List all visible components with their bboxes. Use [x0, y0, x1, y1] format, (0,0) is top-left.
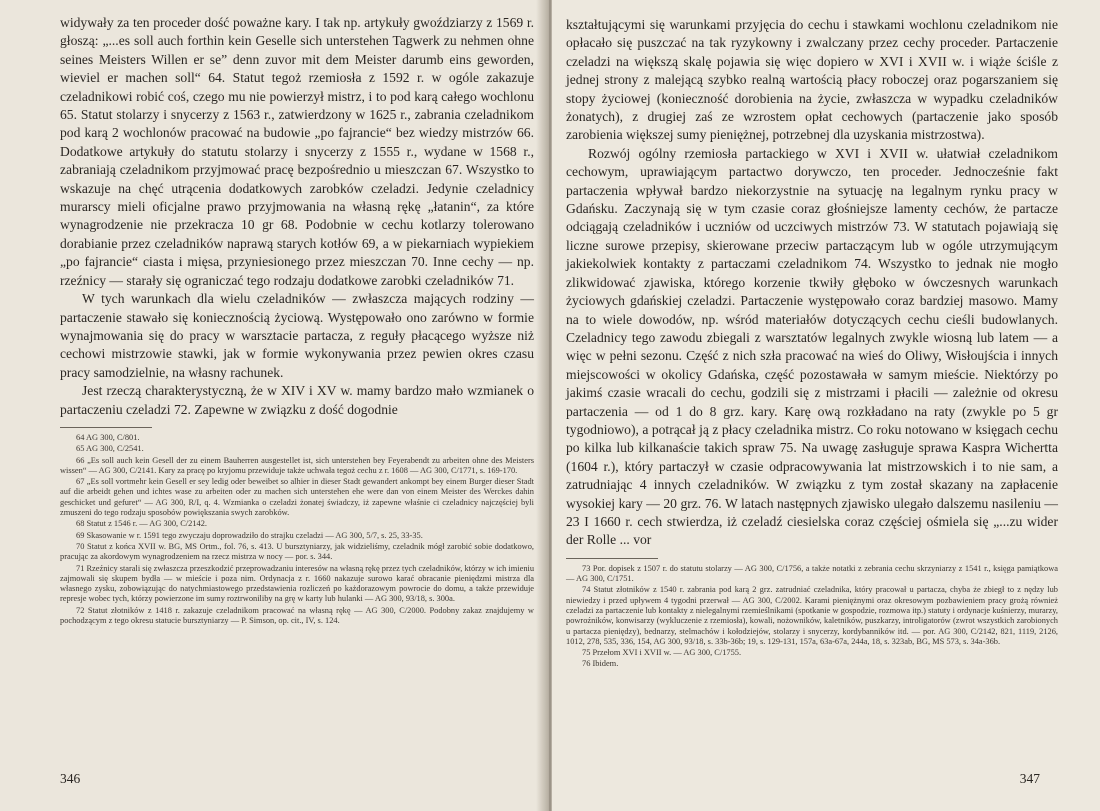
right-paragraph: Rozwój ogólny rzemiosła partackiego w XVI i XVII w. ułatwiał czeladnikom cechowym, uprawiającym partactwo dorywczo, ten proceder. Jednocześnie fakt partaczenia wpływał bardzo niekorzystnie na sytuację na legalnym rynku pracy w Gdańsku. Zaczynają się w tym czasie coraz głośniejsze lamenty cechów, że partacze odciągają czeladników i uczniów od uczciwych mistrzów 73. W statutach pojawiają się liczne surowe przepisy, skierowane przeciw partaczącym lub w ogóle utrzymującym jakiekolwiek kontakty z partaczami czeladnikom 74. Wszystko to jednak nie mogło zlikwidować zjawiska, którego korzenie tkwiły głęboko w ówczesnych warunkach życiowych gdańskiej czeladzi. Partaczenie występowało coraz bardziej masowo. Mamy na to wiele dowodów, np. wśród materiałów dotyczących cechu cieśli budowlanych. Czeladnicy tego zawodu zbiegali z warsztatów legalnych zwykle wiosną lub latem — a więc w pełni sezonu. Część z nich szła pracować na wieś do Oliwy, Wisłoujścia i innych miejscowości w okolicy Gdańska, część pozostawała w samym mieście. Niektórzy po jakimś czasie wracali do cechu, godzili się z mistrzami i płacili — zależnie od okresu partaczenia — od 1 do 8 grz. kary. Karę ową rozkładano na raty (zwykle po 5 gr tygodniowo), a potrącał ją z płacy czeladnika mistrz. Co roku notowano w księgach cechu po kilka lub kilkanaście takich spraw 75. Na uwagę zasługuje sprawa Kaspra Wichertta (1604 r.), który partaczył w czasie odpracowywania lat mistrzowskich i to nie sam, a zatrudniając 4 innych czeladników. W związku z tym został skazany na zapłacenie wysokiej kary — 20 grz. 76. W latach następnych zjawisko ulegało dalszemu nasileniu — 23 I 1660 r. cech stwierdza, iż czeladź ciesielska coraz częściej ośmiela się „...zu wider der Rolle ... vor	[566, 145, 1058, 548]
footnote: 70 Statut z końca XVII w. BG, MS Ortm., fol. 76, s. 413. U bursztyniarzy, jak widzieliśmy, czeladnik mógł zarobić sobie dodatkowo, pracując za akordowym wynagrodzeniem na rzecz mistrza w nocy — por. s. 344.	[60, 541, 534, 562]
footnote: 75 Przełom XVI i XVII w. — AG 300, C/1755.	[582, 648, 742, 658]
footnote: 69 Skasowanie w r. 1591 tego zwyczaju doprowadziło do strajku czeladzi — AG 300, 5/7, s. 25, 33-35.	[76, 530, 423, 540]
footnote: 73 Por. dopisek z 1507 r. do statutu stolarzy — AG 300, C/1756, a także notatki z zebrania cechu skrzyniarzy z 1541 r., księga pamiątkowa — AG 300, C/1751.	[566, 563, 1058, 584]
footnote: 64 AG 300, C/801.	[76, 432, 140, 442]
footnote: 67 „Es soll vortmehr kein Gesell er sey ledig oder beweibet so alhier in dieser Stadt gewandert ankompt bey einem Burger dieser Stadt auf die arbeidt gehen und ichtes wase zu arbeiten oder zu machen sich unterstehen ehe were dan von einem Meister des Werckes dahin geschicket und gefuret“ — AG 300, R/I, q. 4. Wzmianka o czeladzi żonatej świadczy, iż zapewne właśnie ci czeladnicy najczęściej byli zmuszeni do tego rodzaju sposobów powiększania swych zarobków.	[60, 477, 534, 518]
footnote-separator	[566, 558, 658, 559]
page-number-left: 346	[60, 771, 81, 786]
footnote: 66 „Es soll auch kein Gesell der zu einem Bauherren ausgestellet ist, sich unterstehen bey Feyerabendt zu arbeiten ohne des Meisters wissen“ — AG 300, C/2141. Kary za pracę po kryjomu przewiduje także uchwała tegoż cechu z r. 1608 — AG 300, C/1771, s. 169-170.	[60, 455, 534, 475]
footnote-separator	[60, 427, 152, 428]
footnote: 76 Ibidem.	[582, 659, 619, 669]
left-paragraph: W tych warunkach dla wielu czeladników — zwłaszcza mających rodziny — partaczenie stawało się koniecznością życiową. Występowało ono zarówno w formie wynajmowania się do pracy w warsztacie partacza, z reguły płacącego wyższe niż cechowi mistrzowie stawki, jak w formie wykonywania przez pewien okres czasu pracy samodzielnie, na własny rachunek.	[60, 291, 534, 380]
left-page	[0, 0, 548, 811]
right-footnotes	[566, 564, 1058, 670]
footnote: 74 Statut złotników z 1540 r. zabrania pod karą 2 grz. zatrudniać czeladnika, który pracował u partacza, chyba że zbiegł to z nędzy lub niewiedzy i przed upływem 4 tygodni przerwał — AG 300, C/2002. Karami pieniężnymi oraz okresowym pozbawieniem pracy grożą również czeladzi za partaczenie lub kontakty z nielegalnymi rzemieślnikami (spotkanie w gospodzie, rozmowa itp.) statuty i ordynacje kuśnierzy, murarzy, powroźników, konwisarzy (wykluczenie z rzemiosła), kowali, nożowników, kaletników, puszkarzy, introligatorów (zwrot wszystkich zarobionych u partacza pieniędzy), bednarzy, stelmachów i kołodziejów, stolarzy i snycerzy, kordybanników itd. — por. AG 300, C/2142, 821, 1119, 2126, 1012, 278, 535, 336, 154, AG 300, 93/18, s. 33b-36b; 19, s. 129-131, 157a, 63a-67a, 244a, 18, s. 323ab, BG, MS 573, s. 34a-36b.	[566, 585, 1058, 646]
left-footnotes	[60, 433, 534, 626]
footnote: 72 Statut złotników z 1418 r. zakazuje czeladnikom pracować na własną rękę — AG 300, C/2000. Podobny zakaz znajdujemy w pochodzącym z tego okresu statucie bursztyniarzy — P. Simson, op. cit., IV, s. 124.	[60, 605, 534, 625]
page-number-right: 347	[1019, 771, 1040, 786]
footnote: 68 Statut z 1546 r. — AG 300, C/2142.	[76, 519, 207, 529]
right-body-text	[566, 16, 1058, 550]
footnote: 71 Rzeźnicy starali się zwłaszcza przeszkodzić przeprowadzaniu interesów na własną rękę przez tych czeladników, którzy w ich imieniu zajmowali się skupem bydła — w mieście i poza nim. Ordynacja z r. 1660 nakazuje surowo karać obracanie pieniędzmi mistrza dla własnego zysku, zobowiązując do natychmiastowego przedstawienia rozliczeń po każdorazowym powrocie do domu, a także przewiduje represje wobec tych, którzy powierzone im sumy roztrwoniliby na grę w karty lub hulanki — AG 300, 93/18, s. 300a.	[60, 563, 535, 604]
right-page	[552, 0, 1100, 811]
right-paragraph: kształtującymi się warunkami przyjęcia do cechu i stawkami wochlonu czeladnikom nie opłacało się puszczać na tak ryzykowny i zwalczany przez cechy proceder. Partaczenie czeladzi na większą skalę pojawia się więc dopiero w XVI i XVII w. i wiąże ściśle z jednej strony z malejącą szybko realną wartością płacy roboczej oraz pogarszaniem się stopy życiowej (konieczność dorobienia na życie, zwłaszcza w wypadku czeladników żonatych), z drugiej zaś ze wzrostem opłat cechowych (partaczenie jako sposób zarobienia większej sumy pieniężnej, potrzebnej dla uzyskania mistrzostwa).	[566, 17, 1058, 143]
footnote: 65 AG 300, C/2541.	[76, 444, 144, 454]
left-paragraph: widywały za ten proceder dość poważne kary. I tak np. artykuły gwoździarzy z 1569 r. głoszą: „...es soll auch forthin kein Geselle sich unterstehen Tagwerk zu nehmen ohne seines Meisters Willen er se” denn zuvor mit dem Meister darumb eins geworden, wieviel er machen soll“ 64. Statut tegoż rzemiosła z 1592 r. w ogóle zakazuje czeladnikowi robić coś, czego mu nie powierzył mistrz, i to pod karą całego wochlonu 65. Statut stolarzy i snycerzy z 1563 r., zatwierdzony w 1625 r., zabrania czeladnikom pod karą 2 wochlonów pracować na budowie „po fajrancie“ bez wiedzy mistrzów 66. Dodatkowe artykuły do statutu stolarzy i snycerzy z 1555 r., wydane w 1568 r., zabraniają czeladnikom przyjmować pracę bezpośrednio u mieszczan 67. Wszystko to wskazuje na chęć utrącenia dodatkowych zarobków czeladzi. Jedynie czeladnicy murarscy mieli oficjalne prawo przyjmowania na własną rękę „łatanin“, za które wynagrodzenie nie przekracza 10 gr 68. Podobnie w cechu kotlarzy tolerowano dorabianie przez czeladników naprawą starych kotłów 69, a w piekarniach wypiekiem „po fajrancie“ ciasta i mięsa, przyniesionego przez mieszczan 70. Inne cechy — np. rzeźnicy — starały się ograniczać tego rodzaju dodatkowe zarobki czeladników 71.	[60, 15, 534, 288]
left-paragraph: Jest rzeczą charakterystyczną, że w XIV i XV w. mamy bardzo mało wzmianek o partaczeniu czeladzi 72. Zapewne w związku z dość dogodnie	[60, 383, 534, 417]
left-body-text	[60, 14, 534, 419]
